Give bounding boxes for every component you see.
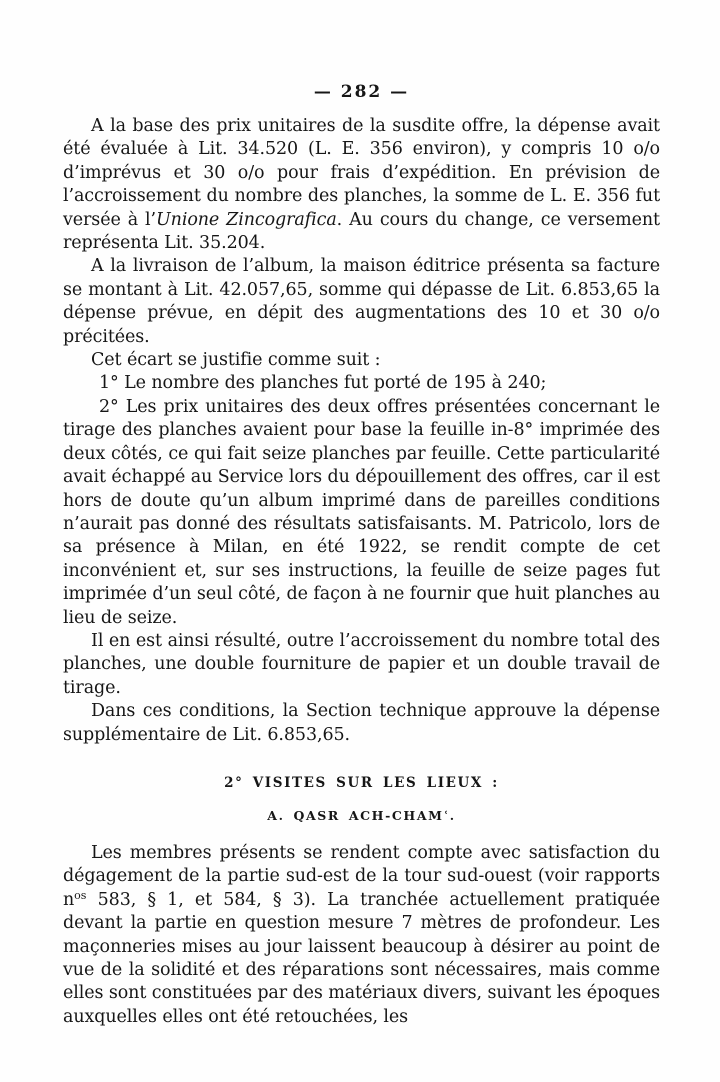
paragraph-site-visit-text-end: 583, § 1, et 584, § 3). La tranchée actuellement pratiquée devant la partie en question mesure 7 mètres de profondeur. Les maçonneries mises au jour laissent beaucoup à désirer au point de vue de la solidité et des réparations sont nécessaires, mais comme elles sont constituées par des matériaux divers, suivant les époques auxquelles elles ont été retouchées, les xyxy=(63,889,660,1027)
paragraph-offer-estimate-text: A la base des prix unitaires de la susdite offre, la dépense avait été évaluée à Lit. 34.520 (L. E. 356 environ), y compris 10 o/o d’imprévus et 30 o/o pour frais d’expédition. En prévision de l’accroissement du nombre des planches, la somme de L. E. 356 fut versée à l’ xyxy=(63,116,660,230)
paragraph-site-visit-text: Les membres présents se rendent compte avec satisfaction du dégagement de la partie sud-est de la tour sud-ouest (voir rapports n xyxy=(63,842,660,910)
italic-publisher-name: Unione Zincografica xyxy=(156,209,337,230)
paragraph-result: Il en est ainsi résulté, outre l’accroissement du nombre total des planches, une double fourniture de papier et un double travail de tirage. xyxy=(63,630,660,698)
sub-heading-qasr-ach-cham: A. QASR ACH-CHAMʿ. xyxy=(267,807,456,823)
paragraph-offer-estimate-text-end: . Au cours du change, ce versement représenta Lit. 35.204. xyxy=(63,209,660,254)
numero-superscript: os xyxy=(74,888,87,902)
list-item-1: 1° Le nombre des planches fut porté de 195 à 240; xyxy=(99,373,547,394)
text-block xyxy=(63,0,660,1029)
paragraph-offer-estimate xyxy=(63,115,660,255)
paragraph-invoice: A la livraison de l’album, la maison éditrice présenta sa facture se montant à Lit. 42.057,65, somme qui dépasse de Lit. 6.853,65 la dépense prévue, en dépit des augmentations des 10 et 30 o/o précitées. xyxy=(63,256,660,347)
list-item-2: 2° Les prix unitaires des deux offres présentées concernant le tirage des planches avaient pour base la feuille in-8° imprimée des deux côtés, ce qui fait seize planches par feuille. Cette particularité avait échappé au Service lors du dépouillement des offres, car il est hors de doute qu’un album imprimé dans de pareilles conditions n’aurait pas donné des résultats satisfaisants. M. Patricolo, lors de sa présence à Milan, en été 1922, se rendit compte de cet inconvénient et, sur ses instructions, la feuille de seize pages fut imprimée d’un seul côté, de façon à ne fournir que huit planches au lieu de seize. xyxy=(63,396,660,628)
paragraph-approval: Dans ces conditions, la Section technique approuve la dépense supplémentaire de Lit. 6.853,65. xyxy=(63,701,660,745)
page-number: — 282 — xyxy=(313,82,410,102)
paragraph-justification-intro: Cet écart se justifie comme suit : xyxy=(91,350,381,371)
paragraph-site-visit xyxy=(63,842,660,1029)
section-heading-visites: 2° VISITES SUR LES LIEUX : xyxy=(224,774,499,791)
